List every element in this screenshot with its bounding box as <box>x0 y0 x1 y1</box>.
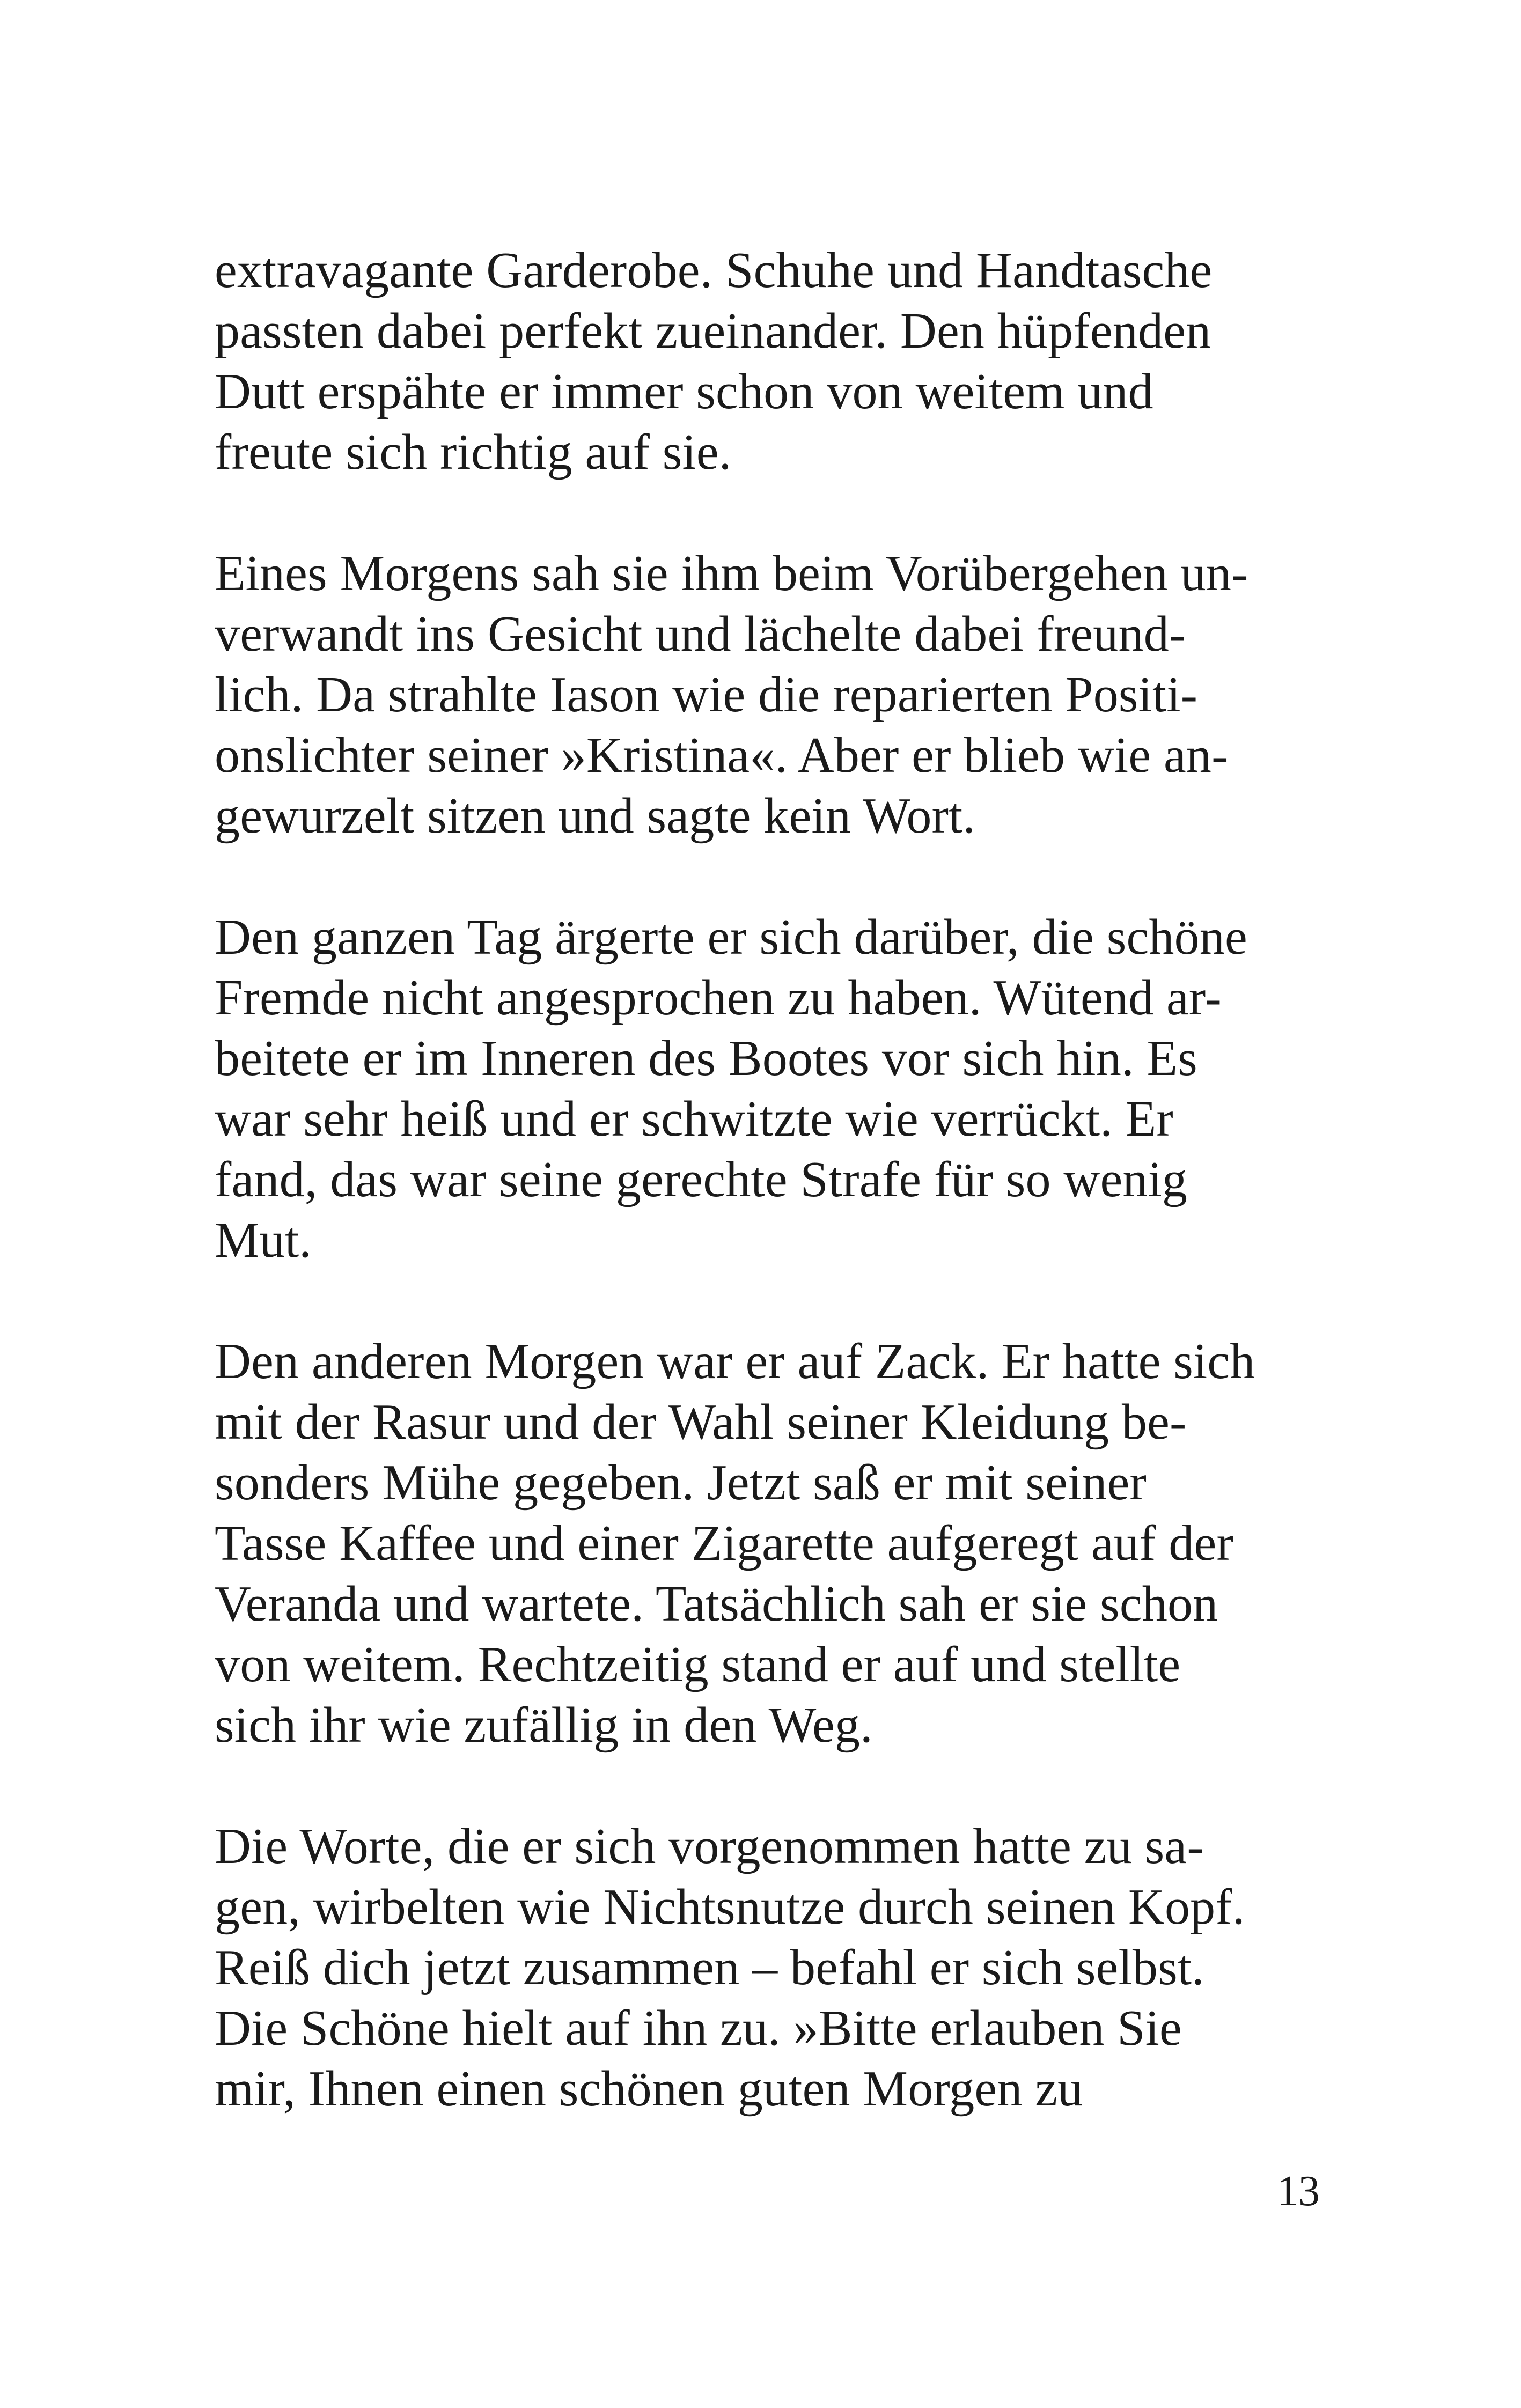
text-line: Fremde nicht angesprochen zu haben. Wütend ar- <box>215 970 1222 1026</box>
text-line: Eines Morgens sah sie ihm beim Vorübergehen un- <box>215 546 1248 601</box>
text-line: Tasse Kaffee und einer Zigarette aufgeregt auf der <box>215 1515 1233 1571</box>
text-line: beitete er im Inneren des Bootes vor sich hin. Es <box>215 1030 1197 1086</box>
text-line: extravagante Garderobe. Schuhe und Handtasche <box>215 242 1213 298</box>
text-line: Dutt erspähte er immer schon von weitem und <box>215 364 1153 419</box>
text-line: freute sich richtig auf sie. <box>215 424 732 480</box>
text-line: Den anderen Morgen war er auf Zack. Er hatte sich <box>215 1334 1255 1389</box>
text-line: gen, wirbelten wie Nichtsnutze durch seinen Kopf. <box>215 1879 1245 1935</box>
text-line: mir, Ihnen einen schönen guten Morgen zu <box>215 2061 1083 2117</box>
text-line: Mut. <box>215 1212 312 1268</box>
paragraph-spacer <box>215 1271 1325 1331</box>
text-line: sonders Mühe gegeben. Jetzt saß er mit seiner <box>215 1455 1147 1511</box>
text-line: onslichter seiner »Kristina«. Aber er blieb wie an- <box>215 727 1229 783</box>
text-line: war sehr heiß und er schwitzte wie verrückt. Er <box>215 1091 1173 1147</box>
text-line: Die Schöne hielt auf ihn zu. »Bitte erlauben Sie <box>215 2000 1182 2056</box>
text-line: verwandt ins Gesicht und lächelte dabei freund- <box>215 606 1186 662</box>
paragraph <box>215 907 1325 1271</box>
paragraph <box>215 1331 1325 1756</box>
text-line: sich ihr wie zufällig in den Weg. <box>215 1697 873 1753</box>
page-number: 13 <box>1277 2168 1320 2215</box>
body-text <box>215 240 1325 2119</box>
paragraph <box>215 240 1325 483</box>
paragraph-spacer <box>215 846 1325 907</box>
text-line: passten dabei perfekt zueinander. Den hüpfenden <box>215 303 1211 359</box>
text-line: lich. Da strahlte Iason wie die reparierten Positi- <box>215 667 1198 723</box>
paragraph <box>215 543 1325 846</box>
text-line: von weitem. Rechtzeitig stand er auf und stellte <box>215 1637 1181 1692</box>
text-line: mit der Rasur und der Wahl seiner Kleidung be- <box>215 1394 1187 1450</box>
paragraph-spacer <box>215 483 1325 543</box>
text-line: Den ganzen Tag ärgerte er sich darüber, die schöne <box>215 909 1247 965</box>
text-line: fand, das war seine gerechte Strafe für so wenig <box>215 1152 1188 1207</box>
text-line: gewurzelt sitzen und sagte kein Wort. <box>215 788 976 844</box>
text-line: Die Worte, die er sich vorgenommen hatte zu sa- <box>215 1818 1204 1874</box>
paragraph-spacer <box>215 1756 1325 1816</box>
text-line: Veranda und wartete. Tatsächlich sah er sie schon <box>215 1576 1218 1632</box>
text-line: Reiß dich jetzt zusammen – befahl er sich selbst. <box>215 1940 1204 1995</box>
paragraph <box>215 1816 1325 2119</box>
